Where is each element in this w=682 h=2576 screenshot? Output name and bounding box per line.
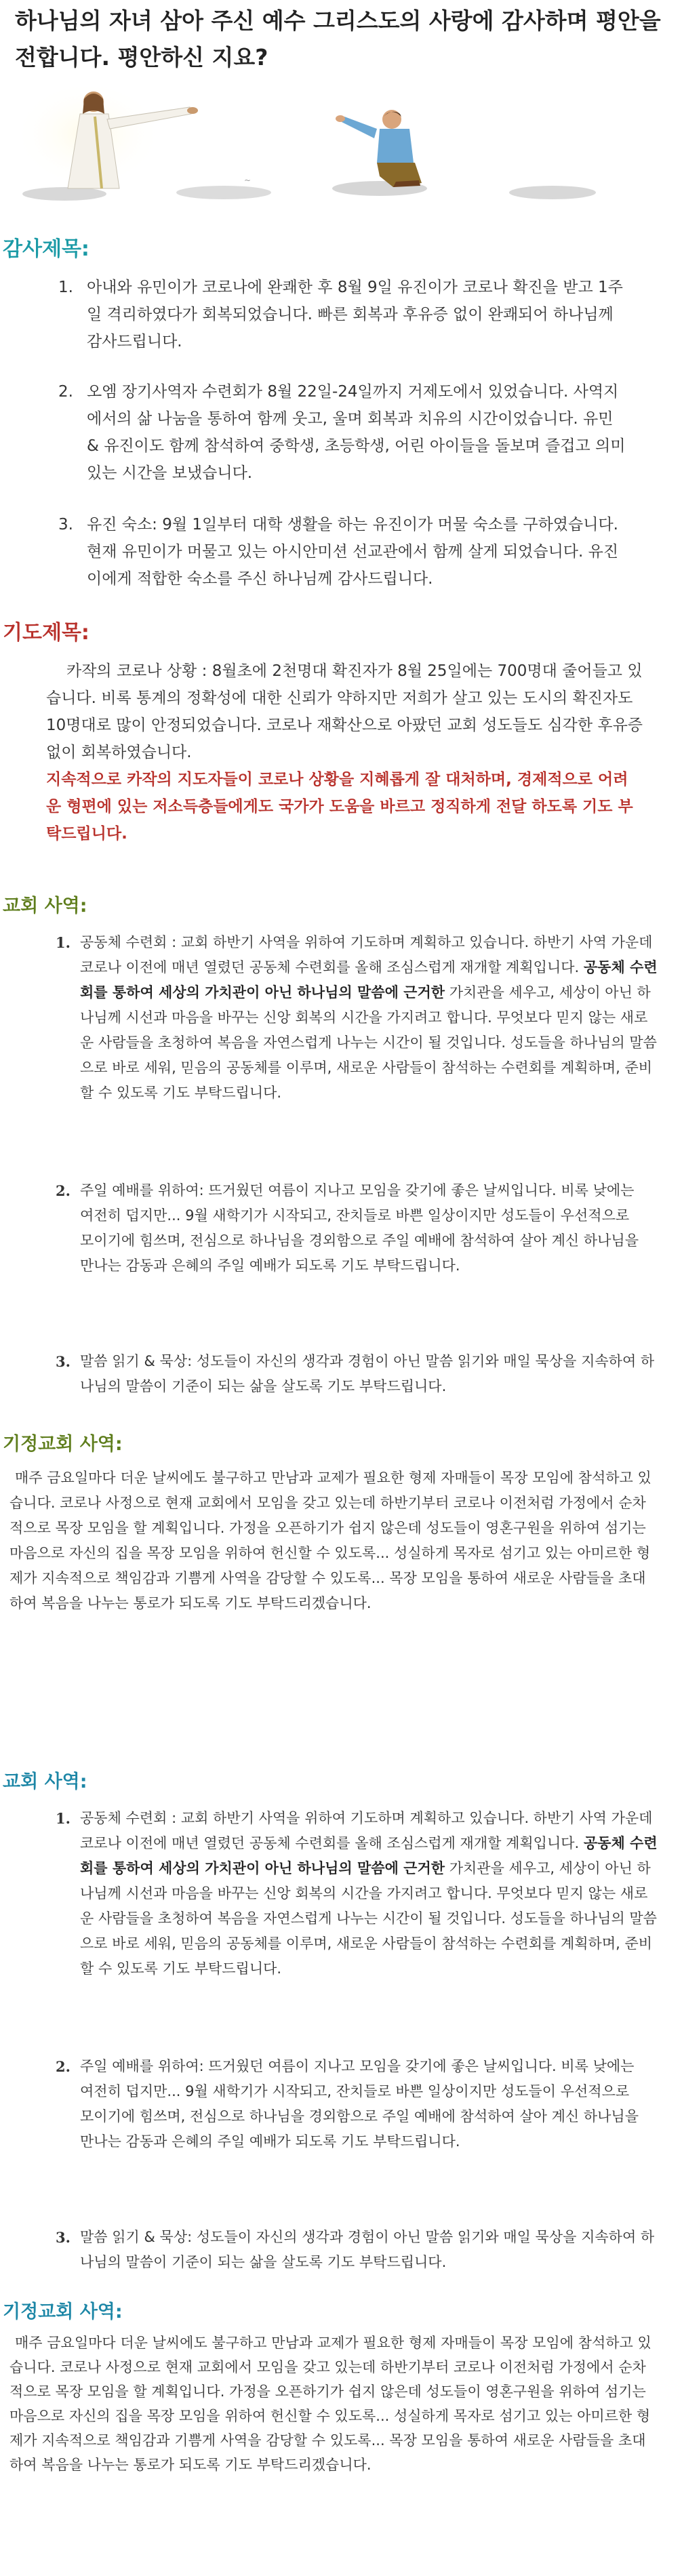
house-church-body: 매주 금요일마다 더운 날씨에도 불구하고 만남과 교제가 필요한 형제 자매들이 목장 모임에 참석하고 있습니다. 코로나 사정으로 현재 교회에서 모임을 갖고 있는데 하반기부터 코로나 이전처럼 가정에서 순차적으로 목장 모임을 할 계획입니다. 가정을 오픈하기가 쉽지 않은데 성도들이 영혼구원을 위하여 섬기는 마음으로 자신의 집을 목장 모임을 위하여 헌신할 수 있도록... 성실하게 목자로 섬기고 있는 아미르한 형제가 지속적으로 책임감과 기쁨게 사역을 감당할 수 있도록... 목장 모임을 통하여 새로운 사람들을 초대하여 복음을 나누는 통로가 되도록 기도 부탁드리겠습니다. — [9, 1470, 651, 1611]
item-number: 2. — [56, 2058, 71, 2075]
greeting-text: 하나님의 자녀 삼아 주신 예수 그리스도의 사랑에 감사하며 평안을 전합니다. 평안하신 지요? — [15, 7, 661, 71]
church-ministry-heading: 교회 사역: — [3, 895, 87, 917]
thanks-item — [58, 274, 628, 355]
item-number: 1. — [56, 934, 71, 951]
prayer-heading: 기도제목: — [3, 621, 89, 645]
ministry-item — [56, 1806, 659, 1981]
item-bold-text: 공동체 수련회를 통하여 세상의 가치관이 아닌 하나님의 말씀에 근거한 — [80, 959, 658, 1001]
item-number: 1. — [56, 1810, 71, 1827]
item-text: 유진 숙소: 9월 1일부터 대학 생활을 하는 유진이가 머물 숙소를 구하였습니다. 현재 유민이가 머물고 있는 아시안미션 선교관에서 함께 살게 되었습니다. 유진이에게 적합한 숙소를 주신 하나님께 감사드립니다. — [87, 516, 619, 588]
jesus-reaching-illustration — [0, 87, 682, 202]
item-text: 말씀 읽기 & 묵상: 성도들이 자신의 생각과 경험이 아닌 말씀 읽기와 매일 묵상을 지속하여 하나님의 말씀이 기준이 되는 삶을 살도록 기도 부탁드립니다. — [80, 2229, 655, 2270]
item-bold-text: 공동체 수련회를 통하여 세상의 가치관이 아닌 하나님의 말씀에 근거한 — [80, 1835, 658, 1876]
ministry-item — [56, 1178, 645, 1279]
item-text: 말씀 읽기 & 묵상: 성도들이 자신의 생각과 경험이 아닌 말씀 읽기와 매일 묵상을 지속하여 하나님의 말씀이 기준이 되는 삶을 살도록 기도 부탁드립니다. — [80, 1353, 655, 1394]
item-number: 2. — [56, 1182, 71, 1199]
item-text: 주일 예배를 위하여: 뜨거웠던 여름이 지나고 모임을 갖기에 좋은 날씨입니다. 비록 낮에는 여전히 덥지만... 9월 새학기가 시작되고, 잔치들로 바쁜 일상이지만 성도들이 우선적으로 모이기에 힘쓰며, 전심으로 하나님을 경외함으로 주일 예배에 참석하여 살아 계신 하나님을 만나는 감동과 은혜의 주일 예배가 되도록 기도 부탁드립니다. — [80, 1182, 639, 1274]
item-number: 3. — [56, 1353, 71, 1370]
prayer-emphasis: 지속적으로 카작의 지도자들이 코로나 상황을 지혜롭게 잘 대처하며, 경제적으로 어려운 형편에 있는 저소득층들에게도 국가가 도움을 바르고 정직하게 전달 하도록 기도 부탁드립니다. — [46, 771, 633, 843]
thanks-item — [58, 511, 628, 592]
house-church-body: 매주 금요일마다 더운 날씨에도 불구하고 만남과 교제가 필요한 형제 자매들이 목장 모임에 참석하고 있습니다. 코로나 사정으로 현재 교회에서 모임을 갖고 있는데 하반기부터 코로나 이전처럼 가정에서 순차적으로 목장 모임을 할 계획입니다. 가정을 오픈하기가 쉽지 않은데 성도들이 영혼구원을 위하여 섬기는 마음으로 자신의 집을 목장 모임을 위하여 헌신할 수 있도록... 성실하게 목자로 섬기고 있는 아미르한 형제가 지속적으로 책임감과 기쁨게 사역을 감당할 수 있도록... 목장 모임을 통하여 새로운 사람들을 초대하여 복음을 나누는 통로가 되도록 기도 부탁드리겠습니다. — [9, 2335, 651, 2473]
ministry-item — [56, 2225, 659, 2275]
house-church-heading: 기정교회 사역: — [3, 1434, 123, 1455]
item-number: 3. — [58, 516, 73, 534]
house-church-heading: 기정교회 사역: — [3, 2301, 123, 2322]
thanks-heading: 감사제목: — [3, 237, 89, 261]
church-ministry-heading: 교회 사역: — [3, 1771, 87, 1792]
ministry-item — [56, 1349, 659, 1399]
item-text: 가치관을 세우고, 세상이 아닌 하나님께 시선과 마음을 바꾸는 신앙 회복의 시간을 가지려고 합니다. 무엇보다 믿지 않는 새로운 사람들을 초청하여 복음을 자연스럽게 나누는 시간이 될 것입니다. 성도들을 하나님의 말씀으로 바로 세워, 믿음의 공동체를 이루며, 새로운 사람들이 참석하는 수련회를 계획하며, 준비할 수 있도록 기도 부탁드립니다. — [80, 984, 657, 1101]
item-text: 주일 예배를 위하여: 뜨거웠던 여름이 지나고 모임을 갖기에 좋은 날씨입니다. 비록 낮에는 여전히 덥지만... 9월 새학기가 시작되고, 잔치들로 바쁜 일상이지만 성도들이 우선적으로 모이기에 힘쓰며, 전심으로 하나님을 경외함으로 주일 예배에 참석하여 살아 계신 하나님을 만나는 감동과 은혜의 주일 예배가 되도록 기도 부탁드립니다. — [80, 2058, 639, 2150]
item-text: 가치관을 세우고, 세상이 아닌 하나님께 시선과 마음을 바꾸는 신앙 회복의 시간을 가지려고 합니다. 무엇보다 믿지 않는 새로운 사람들을 초청하여 복음을 자연스럽게 나누는 시간이 될 것입니다. 성도들을 하나님의 말씀으로 바로 세워, 믿음의 공동체를 이루며, 새로운 사람들이 참석하는 수련회를 계획하며, 준비할 수 있도록 기도 부탁드립니다. — [80, 1860, 657, 1977]
item-number: 1. — [58, 279, 73, 296]
ministry-item — [56, 930, 659, 1106]
item-text: 공동체 수련회 : 교회 하반기 사역을 위하여 기도하며 계획하고 있습니다. 하반기 사역 가운데 코로나 이전에 매년 열렸던 공동체 수련회를 올해 조심스럽게 재개할 계획입니다. — [80, 1810, 653, 1851]
item-text: 오엠 장기사역자 수련회가 8월 22일-24일까지 거제도에서 있었습니다. 사역지에서의 삶 나눔을 통하여 함께 웃고, 울며 회복과 치유의 시간이었습니다. 유민 & 유진이도 함께 참석하여 중학생, 초등학생, 어린 아이들을 돌보며 즐겁고 의미 있는 시간을 보냈습니다. — [87, 383, 626, 482]
item-number: 2. — [58, 383, 73, 401]
item-number: 3. — [56, 2229, 71, 2246]
prayer-body: 카작의 코로나 상황 : 8월초에 2천명대 확진자가 8월 25일에는 700명대 줄어들고 있습니다. 비록 통계의 정확성에 대한 신뢰가 약하지만 저희가 살고 있는 도시의 확진자도 10명대로 많이 안정되었습니다. 코로나 재확산으로 아팠던 교회 성도들도 심각한 후유증 없이 회복하였습니다. — [46, 662, 643, 761]
item-text: 공동체 수련회 : 교회 하반기 사역을 위하여 기도하며 계획하고 있습니다. 하반기 사역 가운데 코로나 이전에 매년 열렸던 공동체 수련회를 올해 조심스럽게 재개할 계획입니다. — [80, 934, 653, 975]
svg-text:~: ~ — [244, 176, 252, 185]
item-text: 아내와 유민이가 코로나에 완쾌한 후 8월 9일 유진이가 코로나 확진을 받고 1주일 격리하였다가 회복되었습니다. 빠른 회복과 후유증 없이 완쾌되어 하나님께 감사드립니다. — [87, 279, 623, 350]
ministry-item — [56, 2054, 645, 2154]
thanks-item — [58, 378, 628, 487]
